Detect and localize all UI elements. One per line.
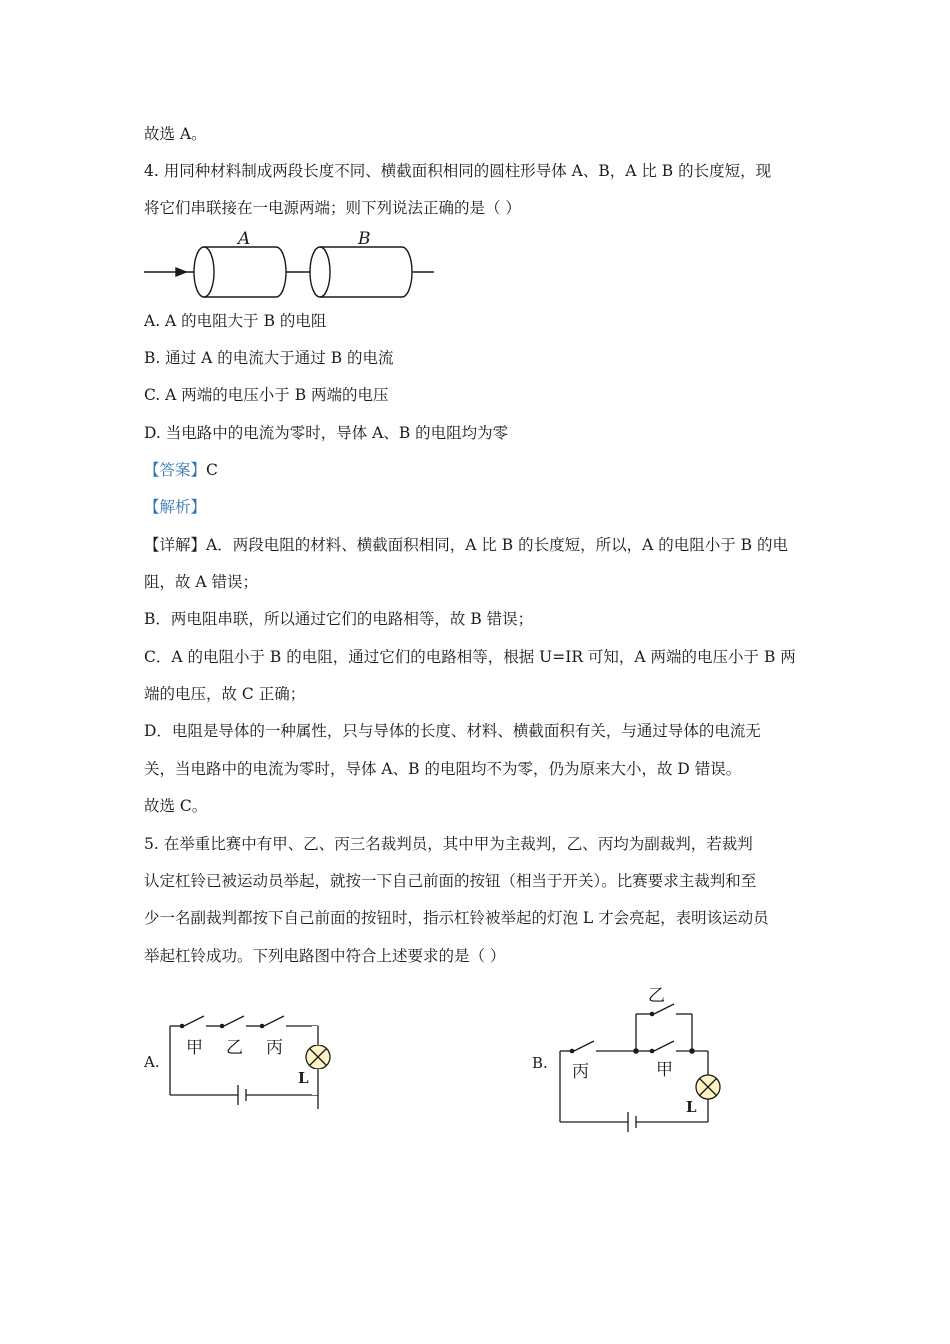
detail-tag: 【详解】 [144, 536, 207, 554]
cylinder-a-left-face [194, 247, 214, 297]
switch-jia-label: 甲 [186, 1038, 203, 1058]
circuit-b-option-label: B. [532, 1054, 548, 1072]
switch-jia-b-label: 甲 [656, 1060, 673, 1080]
q4-stem-line2: 将它们串联接在一电源两端；则下列说法正确的是（ ） [144, 199, 521, 217]
lamp-a-label: L [298, 1069, 309, 1087]
circuit-a [140, 1005, 340, 1115]
label-a: A [238, 229, 251, 249]
junction-left [633, 1048, 639, 1054]
q4-conclusion: 故选 C。 [144, 797, 208, 815]
q4-option-b: B. 通过 A 的电流大于通过 B 的电流 [144, 349, 394, 367]
current-arrow [176, 268, 186, 276]
circuit-b [528, 980, 738, 1140]
q4-detail-line1: 【详解】A．两段电阻的材料、横截面积相同，A 比 B 的长度短，所以，A 的电阻小于 B 的电 [144, 536, 788, 554]
q4-detail-line7: 关，当电路中的电流为零时，导体 A、B 的电阻均不为零，仍为原来大小，故 D 错误。 [144, 760, 742, 778]
q4-detail-line3: B．两电阻串联，所以通过它们的电路相等，故 B 错误； [144, 610, 534, 628]
switch-bing-label: 丙 [266, 1038, 283, 1058]
q5-stem-line3: 少一名副裁判都按下自己前面的按钮时，指示杠铃被举起的灯泡 L 才会亮起，表明该运动员 [144, 909, 769, 927]
q4-detail-line6: D．电阻是导体的一种属性，只与导体的长度、材料、横截面积有关，与通过导体的电流无 [144, 722, 761, 740]
q4-conductor-figure [140, 228, 440, 303]
q4-option-d: D. 当电路中的电流为零时，导体 A、B 的电阻均为零 [144, 424, 509, 442]
switch-yi-b-label: 乙 [648, 986, 665, 1006]
q4-option-c: C. A 两端的电压小于 B 两端的电压 [144, 386, 389, 404]
switch-bing [264, 1016, 284, 1026]
prev-conclusion: 故选 A。 [144, 125, 207, 143]
q4-option-a: A. A 的电阻大于 B 的电阻 [144, 312, 327, 330]
label-b: B [358, 229, 371, 249]
switch-jia-b [654, 1041, 674, 1051]
answer-value: C [206, 461, 218, 479]
junction-right [689, 1048, 695, 1054]
switch-jia [184, 1016, 204, 1026]
lamp-a [306, 1045, 330, 1069]
answer-tag: 【答案】 [144, 461, 207, 479]
q5-stem-line2: 认定杠铃已被运动员举起，就按一下自己前面的按钮（相当于开关）。比赛要求主裁判和至 [144, 872, 757, 890]
lamp-b-label: L [686, 1098, 697, 1116]
switch-yi [224, 1016, 244, 1026]
lamp-b [696, 1075, 720, 1099]
switch-bing-b-label: 丙 [572, 1062, 589, 1082]
cylinder-b-left-face [310, 247, 330, 297]
q4-detail-line2: 阻，故 A 错误； [144, 573, 259, 591]
q4-detail-line5: 端的电压，故 C 正确； [144, 685, 306, 703]
q5-stem-line1: 5. 在举重比赛中有甲、乙、丙三名裁判员，其中甲为主裁判，乙、丙均为副裁判，若裁判 [144, 835, 753, 853]
circuit-a-option-label: A. [144, 1053, 160, 1071]
q4-analysis-tag: 【解析】 [144, 498, 207, 516]
switch-yi-label: 乙 [226, 1038, 243, 1058]
cylinder-b-right-face [402, 247, 412, 297]
q4-answer [144, 460, 218, 480]
q4-stem-line1: 4. 用同种材料制成两段长度不同、横截面积相同的圆柱形导体 A、B，A 比 B 的长度短，现 [144, 162, 772, 180]
cylinder-a-right-face [276, 247, 286, 297]
switch-bing-b [574, 1041, 594, 1051]
q5-stem-line4: 举起杠铃成功。下列电路图中符合上述要求的是（ ） [144, 947, 506, 965]
q4-detail-line4: C．A 的电阻小于 B 的电阻，通过它们的电路相等，根据 U=IR 可知，A 两端的电压小于 B 两 [144, 648, 796, 666]
